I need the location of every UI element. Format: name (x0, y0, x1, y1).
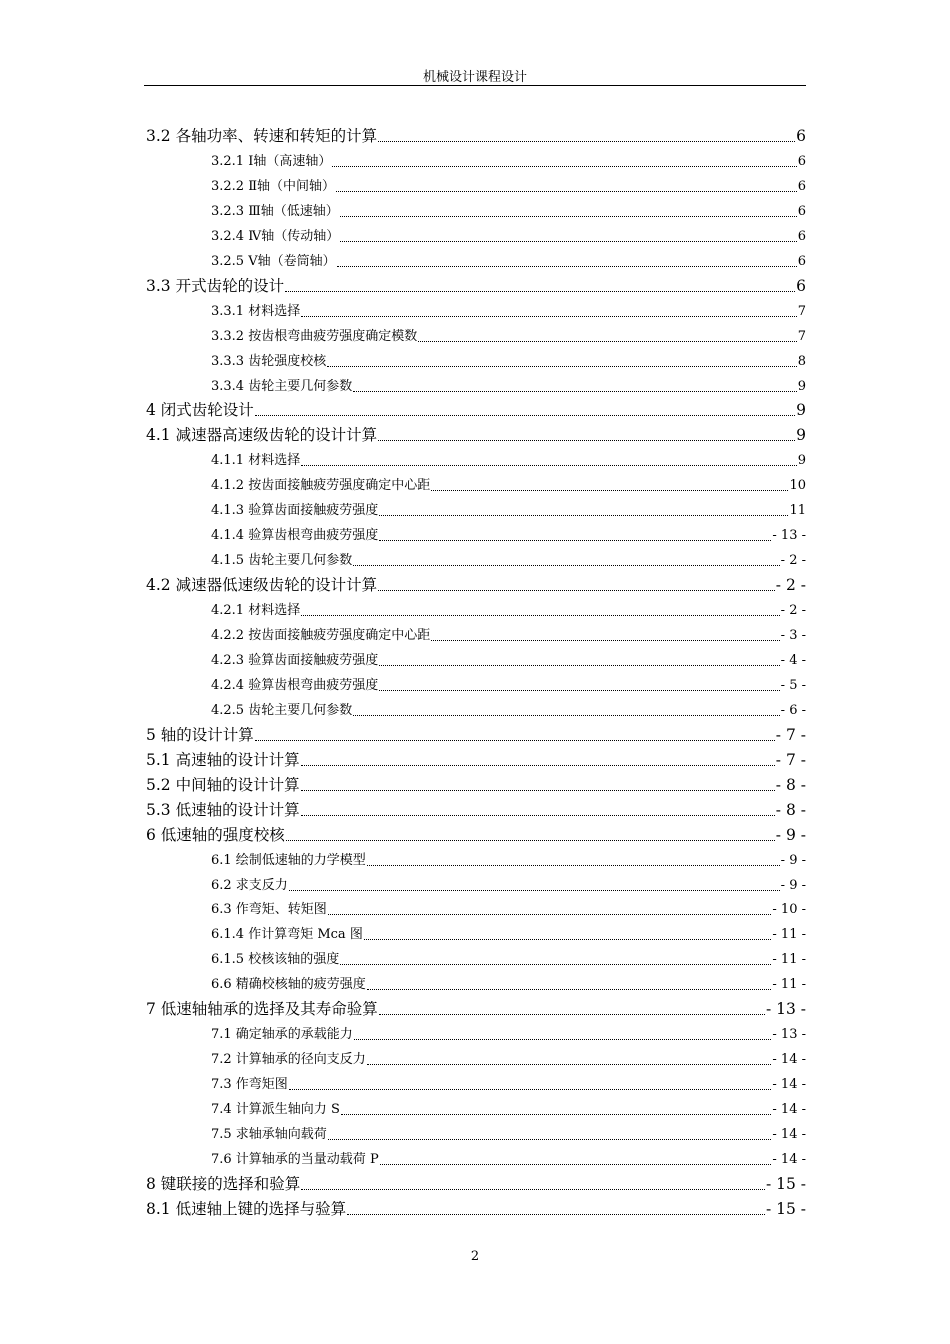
toc-entry[interactable] (146, 398, 806, 423)
toc-entry[interactable] (211, 673, 806, 698)
toc-entry[interactable] (211, 1022, 806, 1047)
toc-entry-title: 3.2.2 Ⅱ轴（中间轴） (211, 178, 336, 194)
toc-entry-page: - 13 - (772, 528, 806, 544)
toc-entry-title: 6.1.5 校核该轴的强度 (211, 952, 340, 968)
toc-entry-page: 6 (797, 178, 806, 194)
toc-entry[interactable] (211, 548, 806, 573)
toc-leader-dots (340, 215, 797, 217)
toc-entry-title: 6.2 求支反力 (211, 877, 288, 893)
toc-entry[interactable] (211, 199, 806, 224)
toc-entry-title: 8.1 低速轴上键的选择与验算 (146, 1199, 347, 1218)
toc-entry[interactable] (211, 1122, 806, 1147)
toc-leader-dots (301, 764, 775, 766)
toc-entry[interactable] (211, 299, 806, 324)
toc-entry-title: 3.3.1 材料选择 (211, 303, 301, 319)
toc-entry-page: - 11 - (772, 977, 806, 993)
toc-leader-dots (301, 1188, 765, 1190)
toc-entry-title: 4.1.2 按齿面接触疲劳强度确定中心距 (211, 478, 431, 494)
toc-leader-dots (301, 315, 797, 317)
toc-leader-dots (328, 1138, 772, 1140)
toc-entry-page: - 14 - (772, 1052, 806, 1068)
toc-leader-dots (379, 1013, 765, 1015)
toc-entry-title: 4.1.3 验算齿面接触疲劳强度 (211, 503, 379, 519)
toc-entry-page: 7 (797, 328, 806, 344)
toc-entry-title: 4.2.3 验算齿面接触疲劳强度 (211, 652, 379, 668)
toc-entry-page: - 15 - (765, 1199, 806, 1218)
toc-leader-dots (255, 414, 795, 416)
toc-leader-dots (431, 489, 788, 491)
toc-leader-dots (367, 864, 780, 866)
toc-entry-title: 7.5 求轴承轴向载荷 (211, 1127, 327, 1142)
toc-leader-dots (289, 1088, 772, 1090)
toc-entry-title: 3.2.5 Ⅴ轴（卷筒轴） (211, 253, 336, 269)
header-rule (144, 85, 806, 86)
toc-leader-dots (301, 789, 775, 791)
toc-entry-page: 6 (796, 127, 806, 145)
toc-entry-page: - 3 - (780, 628, 806, 643)
toc-entry-title: 8 键联接的选择和验算 (146, 1174, 301, 1193)
toc-entry[interactable] (211, 149, 806, 174)
toc-entry-page: - 13 - (772, 1027, 806, 1043)
toc-entry[interactable] (146, 573, 806, 598)
toc-entry-title: 4.2.5 齿轮主要几何参数 (211, 702, 353, 718)
header-title: 机械设计课程设计 (422, 70, 527, 85)
toc-entry[interactable] (211, 922, 806, 947)
toc-entry-page: 7 (797, 303, 806, 319)
toc-leader-dots (337, 265, 797, 267)
toc-leader-dots (255, 739, 775, 741)
toc-entry-title: 5.2 中间轴的设计计算 (146, 775, 300, 794)
toc-leader-dots (353, 564, 779, 566)
toc-leader-dots (301, 464, 797, 466)
toc-entry-page: 6 (797, 153, 806, 169)
toc-entry-title: 7.6 计算轴承的当量动载荷 P (211, 1151, 379, 1167)
toc-entry-page: 6 (797, 253, 806, 269)
toc-entry-page: - 9 - (780, 877, 806, 893)
toc-entry[interactable] (211, 1047, 806, 1072)
toc-entry-page: - 14 - (772, 1151, 806, 1167)
toc-entry[interactable] (211, 523, 806, 548)
toc-entry-page: 9 (796, 426, 806, 445)
toc-entry-page: - 7 - (775, 725, 806, 744)
toc-leader-dots (378, 439, 795, 441)
toc-entry-title: 3.3.2 按齿根弯曲疲劳强度确定模数 (211, 328, 418, 344)
toc-entry-title: 6.3 作弯矩、转矩图 (211, 902, 327, 918)
toc-leader-dots (367, 988, 772, 990)
toc-entry[interactable] (211, 374, 806, 399)
toc-entry[interactable] (211, 473, 806, 498)
toc-entry-title: 6.6 精确校核轴的疲劳强度 (211, 977, 366, 993)
toc-leader-dots (286, 839, 775, 841)
toc-entry[interactable] (211, 1072, 806, 1097)
toc-entry[interactable] (211, 1097, 806, 1122)
toc-entry-title: 4.2.4 验算齿根弯曲疲劳强度 (211, 677, 379, 693)
toc-entry-page: - 14 - (772, 1102, 806, 1118)
toc-entry-title: 6.1 绘制低速轴的力学模型 (211, 852, 366, 868)
toc-entry-page: 9 (797, 378, 806, 394)
toc-entry[interactable] (146, 997, 806, 1022)
toc-entry-title: 5 轴的设计计算 (146, 725, 254, 744)
toc-entry[interactable] (211, 324, 806, 349)
toc-leader-dots (378, 140, 795, 142)
toc-entry-title: 3.2.3 Ⅲ轴（低速轴） (211, 203, 339, 219)
toc-entry[interactable] (146, 798, 806, 823)
toc-leader-dots (340, 240, 797, 242)
toc-entry[interactable] (211, 873, 806, 898)
toc-entry-page: - 8 - (775, 800, 806, 819)
toc-entry-page: 10 (789, 478, 806, 494)
toc-leader-dots (328, 913, 772, 915)
toc-leader-dots (364, 938, 772, 940)
toc-entry-page: - 10 - (772, 902, 806, 918)
toc-entry-page: - 14 - (772, 1127, 806, 1142)
toc-entry[interactable] (146, 124, 806, 149)
toc-entry-page: - 5 - (780, 677, 806, 693)
toc-leader-dots (301, 814, 775, 816)
toc-leader-dots (332, 165, 796, 167)
toc-entry-title: 4.2.1 材料选择 (211, 603, 301, 619)
toc-entry-page: - 2 - (780, 553, 806, 569)
toc-leader-dots (378, 589, 775, 591)
toc-entry-title: 7.2 计算轴承的径向支反力 (211, 1052, 366, 1068)
toc-leader-dots (431, 639, 779, 641)
toc-entry-page: - 4 - (780, 652, 806, 668)
toc-entry-title: 7 低速轴轴承的选择及其寿命验算 (146, 1000, 378, 1019)
toc-entry-title: 5.3 低速轴的设计计算 (146, 800, 300, 819)
toc-entry-page: - 7 - (775, 750, 806, 769)
toc-entry[interactable] (211, 1147, 806, 1172)
toc-entry-title: 3.2.1 Ⅰ轴（高速轴） (211, 153, 332, 169)
toc-entry[interactable] (211, 349, 806, 374)
toc-entry[interactable] (211, 498, 806, 523)
toc-leader-dots (327, 365, 797, 367)
toc-entry-page: - 2 - (780, 603, 806, 619)
toc-entry-page: - 9 - (775, 825, 806, 844)
toc-entry-title: 6 低速轴的强度校核 (146, 825, 285, 844)
toc-entry[interactable] (146, 773, 806, 798)
toc-entry-title: 3.3.3 齿轮强度校核 (211, 353, 327, 369)
toc-leader-dots (341, 1113, 772, 1115)
toc-entry-page: 9 (796, 401, 806, 420)
page-number: 2 (470, 1249, 480, 1264)
toc-entry[interactable] (146, 823, 806, 848)
toc-entry-page: - 8 - (775, 775, 806, 794)
toc-leader-dots (353, 714, 779, 716)
toc-entry-page: 8 (797, 353, 806, 369)
toc-entry-title: 3.3.4 齿轮主要几何参数 (211, 378, 353, 394)
toc-entry-page: - 11 - (772, 927, 806, 943)
toc-entry-title: 3.3 开式齿轮的设计 (146, 276, 285, 295)
toc-entry-page: 11 (789, 503, 806, 519)
toc-entry-title: 7.3 作弯矩图 (211, 1077, 288, 1093)
toc-entry[interactable] (211, 249, 806, 274)
toc-entry-page: - 11 - (772, 952, 806, 968)
toc-entry[interactable] (146, 1172, 806, 1197)
toc-entry[interactable] (146, 748, 806, 773)
toc-entry[interactable] (146, 1197, 806, 1222)
toc-entry-page: 9 (797, 453, 806, 469)
toc-entry-title: 5.1 高速轴的设计计算 (146, 750, 300, 769)
toc-leader-dots (367, 1063, 772, 1065)
toc-entry[interactable] (211, 848, 806, 873)
toc-entry[interactable] (146, 723, 806, 748)
toc-leader-dots (289, 889, 780, 891)
toc-entry[interactable] (211, 174, 806, 199)
toc-entry-page: - 9 - (780, 852, 806, 868)
toc-entry[interactable] (146, 274, 806, 299)
toc-entry[interactable] (211, 623, 806, 648)
toc-leader-dots (379, 689, 779, 691)
toc-entry-title: 7.1 确定轴承的承载能力 (211, 1027, 353, 1043)
toc-leader-dots (340, 963, 771, 965)
toc-entry-page: 6 (797, 228, 806, 244)
toc-entry[interactable] (146, 423, 806, 448)
toc-entry-title: 4.1.4 验算齿根弯曲疲劳强度 (211, 528, 379, 544)
toc-entry-page: - 2 - (775, 576, 806, 595)
toc-entry-page: - 6 - (780, 702, 806, 718)
toc-entry[interactable] (211, 947, 806, 972)
toc-entry-title: 4.2 减速器低速级齿轮的设计计算 (146, 576, 378, 595)
toc-entry[interactable] (211, 598, 806, 623)
toc-entry-page: - 14 - (772, 1077, 806, 1093)
toc-leader-dots (353, 390, 797, 392)
toc-leader-dots (379, 539, 771, 541)
toc-entry[interactable] (211, 648, 806, 673)
toc-entry-page: 6 (797, 203, 806, 219)
toc-entry-title: 4 闭式齿轮设计 (146, 401, 254, 420)
toc-leader-dots (336, 190, 797, 192)
toc-leader-dots (380, 1163, 772, 1165)
toc-entry[interactable] (211, 448, 806, 473)
toc-leader-dots (354, 1038, 772, 1040)
toc-leader-dots (418, 340, 797, 342)
toc-entry-title: 3.2 各轴功率、转速和转矩的计算 (146, 127, 378, 145)
toc-entry-title: 4.1.5 齿轮主要几何参数 (211, 553, 353, 569)
toc-entry-title: 4.1 减速器高速级齿轮的设计计算 (146, 426, 378, 445)
toc-entry-title: 7.4 计算派生轴向力 S (211, 1102, 340, 1118)
toc-leader-dots (301, 614, 779, 616)
toc-entry[interactable] (211, 224, 806, 249)
toc-leader-dots (379, 664, 779, 666)
toc-leader-dots (285, 290, 795, 292)
toc-entry-title: 4.2.2 按齿面接触疲劳强度确定中心距 (211, 628, 431, 643)
toc-entry-title: 3.2.4 Ⅳ轴（传动轴） (211, 228, 340, 244)
toc-leader-dots (379, 514, 788, 516)
toc-entry-title: 6.1.4 作计算弯矩 Mca 图 (211, 927, 363, 943)
toc-entry[interactable] (211, 972, 806, 997)
toc-entry-page: 6 (796, 276, 806, 295)
toc-entry[interactable] (211, 897, 806, 922)
toc-entry-title: 4.1.1 材料选择 (211, 453, 301, 469)
toc-leader-dots (347, 1213, 765, 1215)
toc-entry-page: - 13 - (765, 1000, 806, 1019)
toc-entry[interactable] (211, 698, 806, 723)
toc-entry-page: - 15 - (765, 1174, 806, 1193)
